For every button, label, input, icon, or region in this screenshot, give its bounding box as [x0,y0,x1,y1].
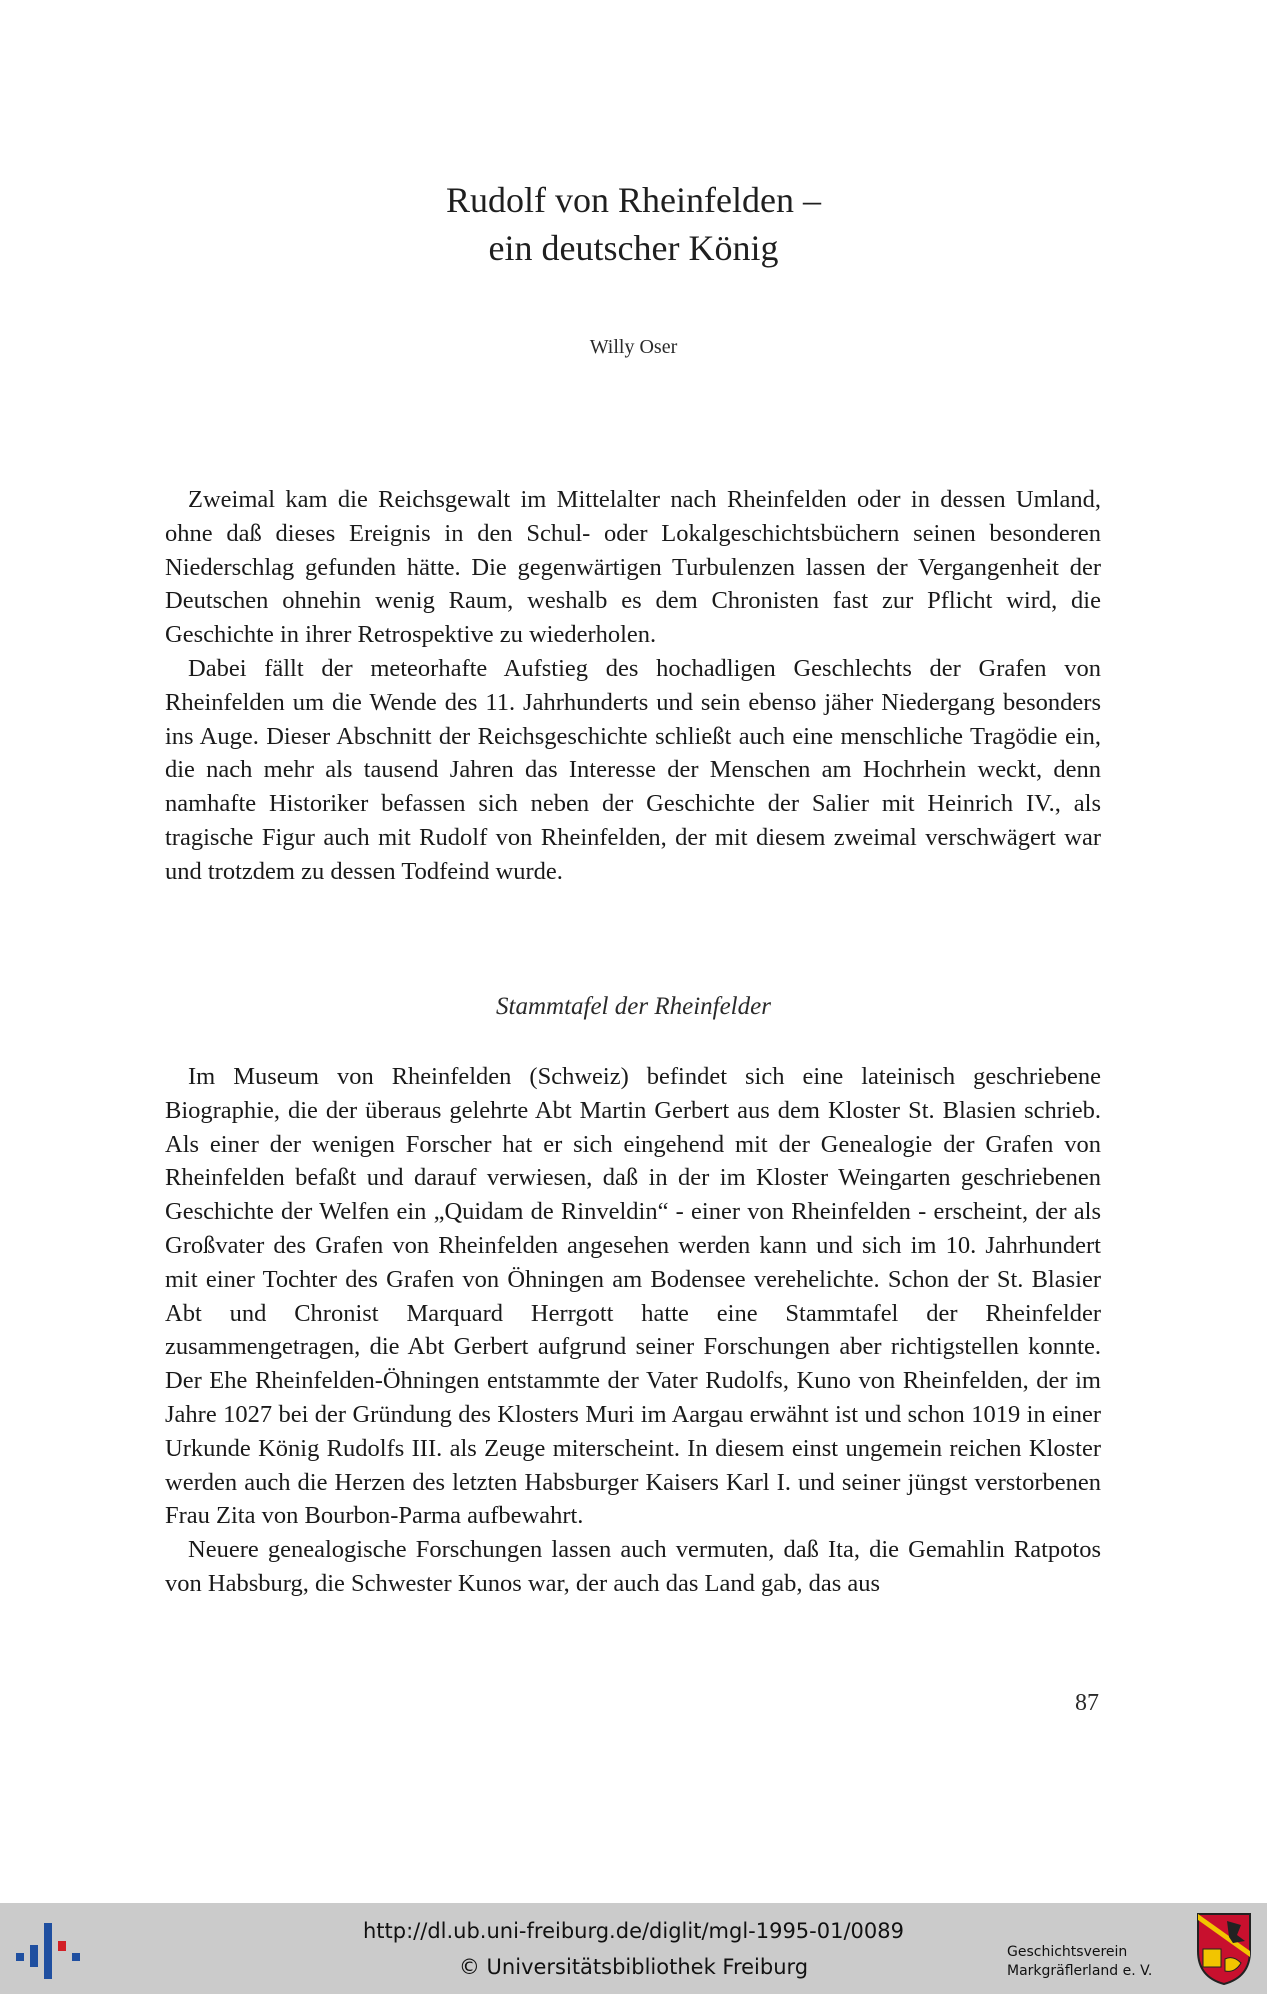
coat-of-arms-icon [1195,1911,1253,1987]
section-text [165,1060,1101,1601]
author-name: Willy Oser [589,336,678,358]
paragraph: Dabei fällt der meteorhafte Aufstieg des hochadligen Geschlechts der Grafen von Rheinfelden um die Wende des 11. Jahrhunderts und sein ebenso jäher Niedergang besonders ins Auge. Dieser Abschnitt der Reichsgeschichte schließt auch eine menschliche Tragödie ein, die nach mehr als tausend Jahren das Interesse der Menschen am Hochrhein weckt, denn namhafte Historiker befassen sich neben der Geschichte der Salier mit Heinrich IV., als tragische Figur auch mit Rudolf von Rheinfelden, der mit diesem zweimal verschwägert war und trotzdem zu dessen Todfeind wurde. [165,654,1101,885]
document-url-link[interactable]: http://dl.ub.uni-freiburg.de/diglit/mgl-1995-01/0089 [362,1919,904,1943]
society-line-2: Markgräflerland e. V. [1007,1963,1153,1979]
title-line-1: Rudolf von Rheinfelden – [446,180,821,220]
intro-text [165,483,1101,889]
society-name [1007,1943,1177,1981]
paragraph: Neuere genealogische Forschungen lassen auch vermuten, daß Ita, die Gemahlin Ratpotos von Habsburg, die Schwester Kunos war, der auch das Land gab, das aus [165,1536,1101,1597]
article-title [0,176,1267,272]
title-line-2: ein deutscher König [488,228,779,268]
paragraph: Zweimal kam die Reichsgewalt im Mittelalter nach Rheinfelden oder in dessen Umland, ohne daß dieses Ereignis in den Schul- oder Lokalgeschichtsbüchern seinen besonderen Niederschlag gefunden hätte. Die gegenwärtigen Turbulenzen lassen der Vergangenheit der Deutschen ohnehin wenig Raum, weshalb es dem Chronisten fast zur Pflicht wird, die Geschichte in ihrer Retrospektive zu wiederholen. [165,486,1101,649]
society-line-1: Geschichtsverein [1007,1944,1128,1960]
paragraph: Im Museum von Rheinfelden (Schweiz) befindet sich eine lateinisch geschriebene Biographie, die der überaus gelehrte Abt Martin Gerbert aus dem Kloster St. Blasien schrieb. Als einer der wenigen Forscher hat er sich eingehend mit der Genealogie der Grafen von Rheinfelden befaßt und darauf verwiesen, daß in der im Kloster Weingarten geschriebenen Geschichte der Welfen ein „Quidam de Rinveldin“ - einer von Rheinfelden - erscheint, der als Großvater des Grafen von Rheinfelden angesehen werden kann und sich im 10. Jahrhundert mit einer Tochter des Grafen von Öhningen am Bodensee verehelichte. Schon der St. Blasier Abt und Chronist Marquard Herrgott hatte eine Stammtafel der Rheinfelder zusammengetragen, die Abt Gerbert aufgrund seiner Forschungen aber richtigstellen konnte. Der Ehe Rheinfelden-Öhningen entstammte der Vater Rudolfs, Kuno von Rheinfelden, der im Jahre 1027 bei der Gründung des Klosters Muri im Aargau erwähnt ist und schon 1019 in einer Urkunde König Rudolfs III. als Zeuge miterscheint. In diesem einst ungemein reichen Kloster werden auch die Herzen des letzten Habsburger Kaisers Karl I. und seiner jüngst verstorbenen Frau Zita von Bourbon-Parma aufbewahrt. [165,1063,1101,1530]
copyright-text: © Universitätsbibliothek Freiburg [458,1955,809,1979]
footer-bar [0,1903,1267,1994]
section-heading: Stammtafel der Rheinfelder [496,993,771,1020]
page-number: 87 [1075,1690,1099,1716]
